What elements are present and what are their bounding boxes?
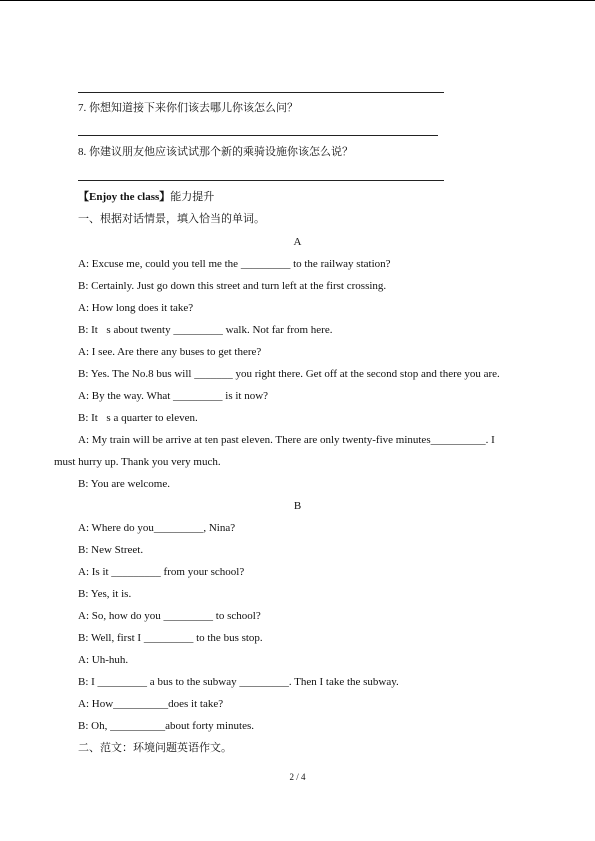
part1-instruction: 一、根据对话情景，填入恰当的单词。	[78, 213, 265, 225]
section-heading-cn: 能力提升	[170, 191, 215, 203]
dialogue-b-label: B	[293, 500, 302, 512]
dialogue-line: A: Is it _________ from your school?	[78, 566, 245, 578]
section-heading-en: 【Enjoy the class】	[78, 191, 171, 203]
section-heading	[78, 190, 214, 204]
dialogue-line: B: It s about twenty _________ walk. Not far from here.	[78, 324, 333, 336]
dialogue-line: must hurry up. Thank you very much.	[54, 456, 221, 468]
dialogue-line: A: My train will be arrive at ten past eleven. There are only twenty-five minutes__________. I	[78, 434, 495, 446]
dialogue-line: A: So, how do you _________ to school?	[78, 610, 261, 622]
part2-instruction: 二、范文：环境问题英语作文。	[78, 742, 232, 754]
dialogue-line: B: It s a quarter to eleven.	[78, 412, 198, 424]
dialogue-line: B: New Street.	[78, 544, 144, 556]
answer-line-6	[78, 92, 444, 93]
dialogue-line: A: How__________does it take?	[78, 698, 224, 710]
dialogue-line: B: Yes, it is.	[78, 588, 132, 600]
dialogue-line: A: I see. Are there any buses to get there?	[78, 346, 262, 358]
dialogue-line: B: You are welcome.	[78, 478, 170, 490]
question-8: 8. 你建议朋友他应该试试那个新的乘骑设施你该怎么说？	[78, 146, 353, 158]
dialogue-line: B: Oh, __________about forty minutes.	[78, 720, 254, 732]
dialogue-line: B: Certainly. Just go down this street and turn left at the first crossing.	[78, 280, 387, 292]
answer-line-7	[78, 135, 438, 136]
dialogue-line: A: By the way. What _________ is it now?	[78, 390, 269, 402]
dialogue-line: A: How long does it take?	[78, 302, 194, 314]
answer-line-8	[78, 180, 444, 181]
dialogue-line: B: Well, first I _________ to the bus stop.	[78, 632, 263, 644]
dialogue-line: A: Where do you_________, Nina?	[78, 522, 236, 534]
question-7: 7. 你想知道接下来你们该去哪儿你该怎么问？	[78, 102, 298, 114]
dialogue-line: B: Yes. The No.8 bus will _______ you right there. Get off at the second stop and there you are.	[78, 368, 500, 380]
dialogue-a-label: A	[293, 236, 302, 248]
page-number: 2 / 4	[289, 772, 306, 782]
page-top-border	[0, 0, 595, 1]
dialogue-line: A: Excuse me, could you tell me the _________ to the railway station?	[78, 258, 391, 270]
dialogue-line: B: I _________ a bus to the subway _________. Then I take the subway.	[78, 676, 399, 688]
dialogue-line: A: Uh-huh.	[78, 654, 129, 666]
